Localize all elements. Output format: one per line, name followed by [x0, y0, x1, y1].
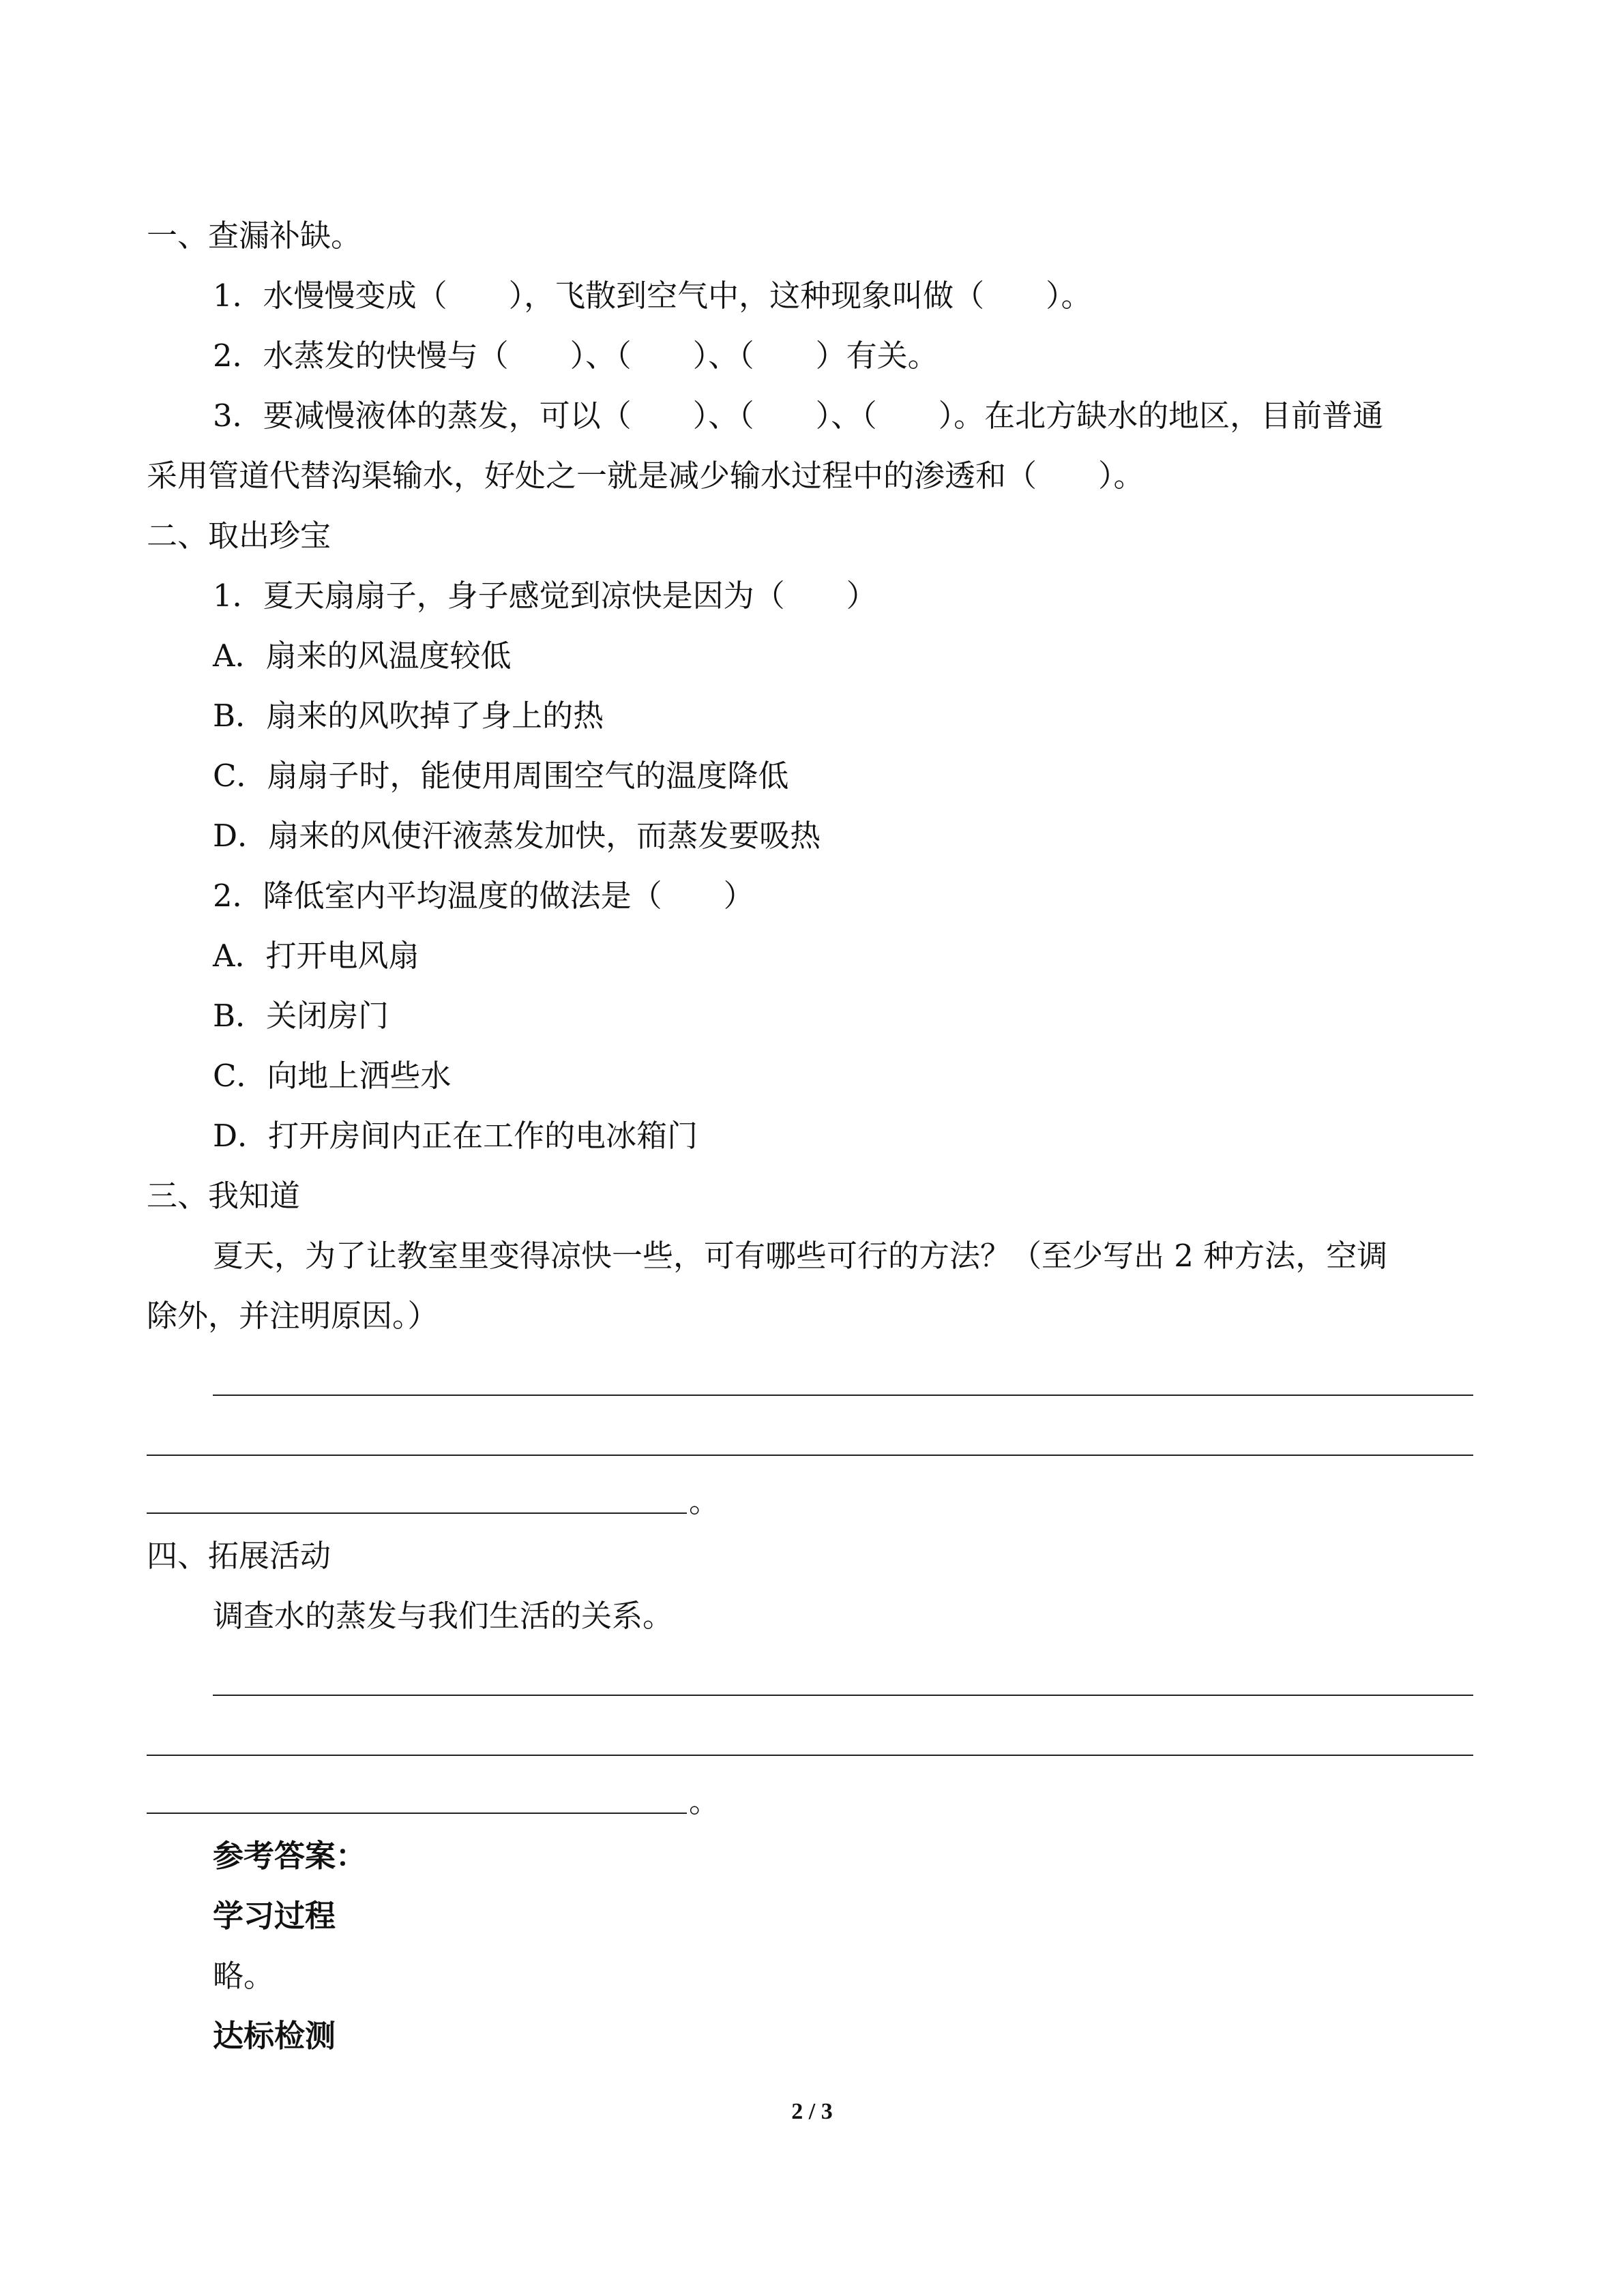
answers-part1-title: 学习过程	[213, 1898, 336, 1934]
answers-part2-title: 达标检测	[213, 2018, 336, 2054]
section2-q1-option-d: D．扇来的风使汗液蒸发加快，而蒸发要吸热	[213, 818, 821, 854]
section2-q2-option-a: A．打开电风扇	[213, 938, 419, 974]
section4-prompt: 调查水的蒸发与我们生活的关系。	[213, 1598, 674, 1634]
section4-title: 四、拓展活动	[147, 1538, 331, 1574]
page-number: 2 / 3	[791, 2099, 833, 2124]
section1-question-3-line1: 3．要减慢液体的蒸发，可以（ ）、（ ）、（ ）。在北方缺水的地区，目前普通	[213, 398, 1384, 434]
section2-q2-option-c: C．向地上洒些水	[213, 1058, 452, 1094]
answer-line-3-2	[147, 1455, 1473, 1456]
section2-question-1: 1．夏天扇扇子，身子感觉到凉快是因为（ ）	[213, 578, 877, 614]
answer-line-3-1	[213, 1395, 1473, 1396]
answers-part1-body: 略。	[213, 1958, 275, 1994]
section2-q2-option-b: B．关闭房门	[213, 998, 389, 1034]
section2-question-2: 2．降低室内平均温度的做法是（ ）	[213, 878, 754, 914]
answer-line-3-3	[147, 1512, 687, 1514]
section2-q1-option-a: A．扇来的风温度较低	[213, 638, 512, 674]
section2-q2-option-d: D．打开房间内正在工作的电冰箱门	[213, 1118, 698, 1154]
section3-title: 三、我知道	[147, 1178, 301, 1214]
section2-q1-option-b: B．扇来的风吹掉了身上的热	[213, 698, 604, 734]
section1-title: 一、查漏补缺。	[147, 218, 362, 254]
answer-line-4-2	[147, 1755, 1473, 1756]
section1-question-1: 1．水慢慢变成（ ），飞散到空气中，这种现象叫做（ ）。	[213, 278, 1092, 314]
section2-title: 二、取出珍宝	[147, 518, 331, 554]
section3-prompt-line1: 夏天，为了让教室里变得凉快一些，可有哪些可行的方法？（至少写出 2 种方法，空调	[213, 1238, 1388, 1274]
answer-line-4-3	[147, 1813, 687, 1814]
section3-end-mark: 。	[689, 1483, 720, 1519]
section1-question-2: 2．水蒸发的快慢与（ ）、（ ）、（ ）有关。	[213, 338, 939, 374]
section4-end-mark: 。	[689, 1783, 720, 1819]
answers-title: 参考答案：	[213, 1838, 367, 1874]
section3-prompt-line2: 除外，并注明原因。）	[147, 1298, 439, 1334]
section2-q1-option-c: C．扇扇子时，能使用周围空气的温度降低	[213, 758, 789, 794]
answer-line-4-1	[213, 1695, 1473, 1696]
section1-question-3-line2: 采用管道代替沟渠输水，好处之一就是减少输水过程中的渗透和（ ）。	[147, 458, 1145, 494]
